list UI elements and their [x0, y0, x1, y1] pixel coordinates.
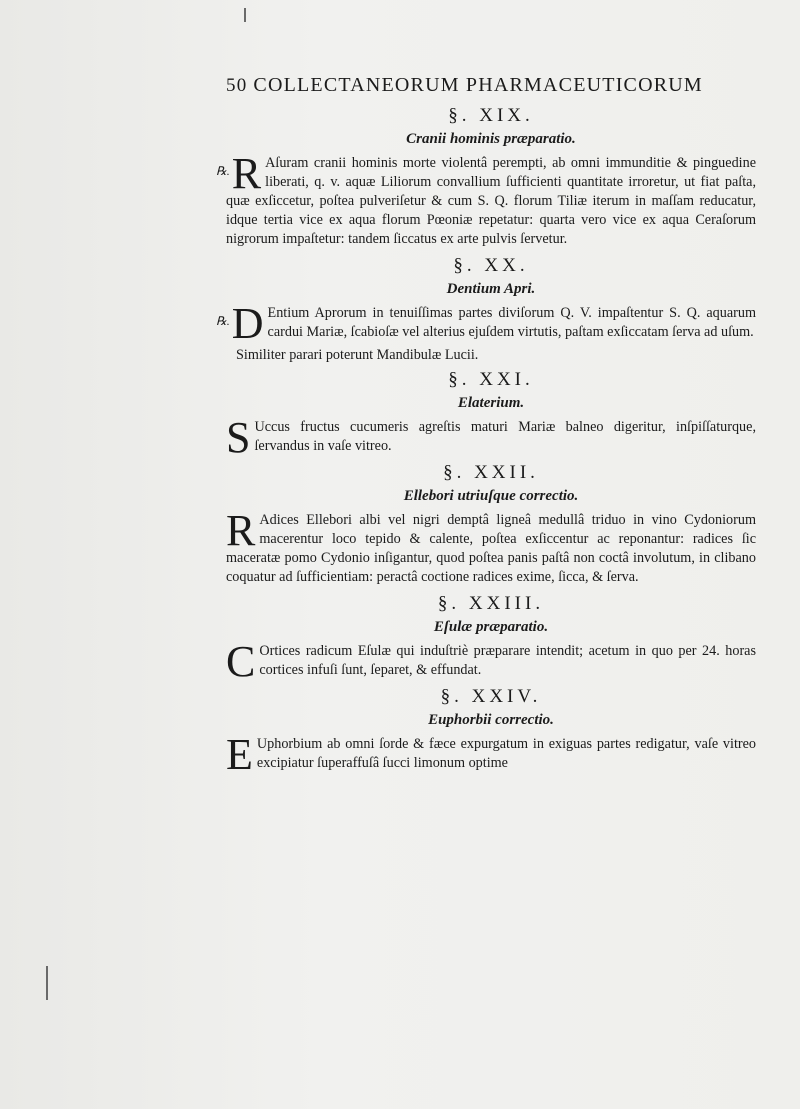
margin-mark-top	[244, 8, 246, 22]
paragraph	[216, 149, 756, 249]
section	[226, 369, 756, 460]
section-number: §. XX.	[453, 255, 529, 276]
section-number: §. XXIV.	[440, 686, 542, 707]
recipe-symbol: ℞.	[216, 164, 230, 178]
section	[226, 593, 756, 684]
section	[226, 686, 756, 777]
section-title: Dentium Apri.	[446, 281, 536, 297]
paragraph-text: Entium Aprorum in tenuiſſimas partes diviſorum Q. V. impaſtentur S. Q. aquarum cardui Mariæ, ſcabioſæ vel alterius ejuſdem virtutis, paſtam exſiccatam ſerva ad uſum.	[267, 305, 756, 340]
section-title: Ellebori utriuſque correctio.	[403, 488, 579, 504]
text-block	[216, 74, 756, 779]
section-number: §. XXIII.	[437, 593, 545, 614]
running-title: COLLECTANEORUM PHARMACEUTICORUM	[253, 74, 703, 96]
section	[216, 105, 756, 253]
drop-cap: E	[226, 730, 253, 779]
paragraph-text: Uphorbium ab omni ſorde & fæce expurgatum in exiguas partes redigatur, vaſe vitreo excipiatur ſuperaffuſâ ſucci limonum optime	[256, 736, 756, 771]
section-title: Euphorbii correctio.	[428, 712, 554, 728]
section-number: §. XIX.	[448, 105, 534, 126]
paragraph	[226, 346, 756, 365]
margin-mark-bottom	[46, 966, 48, 1000]
paragraph-text: Uccus fructus cucumeris agreſtis maturi Mariæ balneo digeritur, inſpiſſaturque, ſervandus in vaſe vitreo.	[254, 419, 756, 454]
recipe-symbol: ℞.	[216, 314, 230, 328]
page-number: 50	[226, 75, 248, 96]
drop-cap: C	[226, 637, 256, 686]
drop-cap: R	[226, 506, 256, 555]
paragraph-text: Aſuram cranii hominis morte violentâ perempti, ab omni immunditie & pinguedine liberati, q. v. aquæ Liliorum convallium ſufficienti quantitate irroretur, ut fiat paſta, quæ exſiccetur, poſtea pulveriſetur & cum S. Q. florum Tiliæ iterum in maſſam reducatur, idque tertia vice ex aqua florum Pœoniæ repetatur: quarta vero vice ex aqua Ceraſorum nigrorum impaſtetur: tandem ſiccatus ex arte pulvis ſervetur.	[226, 155, 756, 247]
paragraph	[226, 730, 756, 779]
sections	[216, 105, 756, 779]
paragraph	[226, 413, 756, 462]
section-title: Eſulæ præparatio.	[433, 619, 549, 635]
drop-cap: R	[231, 149, 262, 198]
paragraph-text: Similiter parari poterunt Mandibulæ Lucii.	[236, 347, 479, 363]
section	[216, 255, 756, 365]
section	[226, 462, 756, 591]
paragraph-text: Ortices radicum Eſulæ qui induſtriè præparare intendit; acetum in quo per 24. horas cortices infuſi ſunt, ſeparet, & effundat.	[259, 643, 756, 678]
paragraph-text: Adices Ellebori albi vel nigri demptâ ligneâ medullâ triduo in vino Cydoniorum macerentur loco tepido & calente, poſtea exſiccentur ac reponantur: radices ſic maceratæ pomo Cydonio inſigantur, quod poſtea panis paſtâ non coctâ involutum, in clibano coquatur ad ſufficientiam: peractâ coctione radices exime, ſicca, & ſerva.	[226, 512, 756, 585]
paragraph	[226, 637, 756, 686]
section-number: §. XXI.	[448, 369, 534, 390]
section-title: Cranii hominis præparatio.	[406, 131, 576, 147]
running-head	[226, 74, 756, 97]
drop-cap: D	[231, 299, 264, 348]
section-title: Elaterium.	[457, 395, 525, 411]
paragraph	[216, 299, 756, 348]
drop-cap: S	[226, 413, 251, 462]
section-number: §. XXII.	[443, 462, 539, 483]
paragraph	[226, 506, 756, 587]
